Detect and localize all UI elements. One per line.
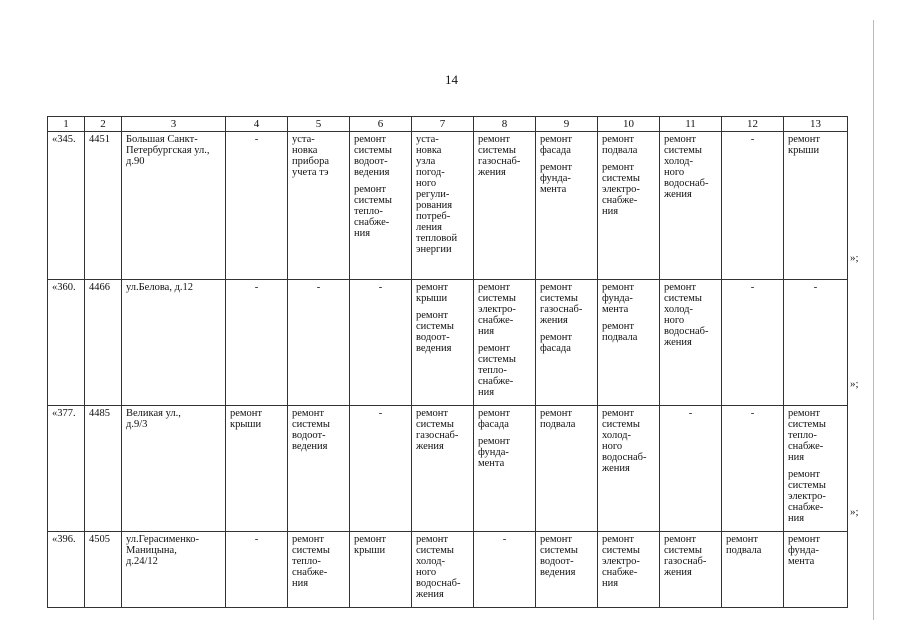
work-item: ремонт подвала <box>602 321 638 343</box>
empty-dash: - <box>750 408 755 419</box>
work-cell <box>226 132 288 280</box>
work-item: ремонт системы газоснаб- жения <box>664 534 707 578</box>
work-item: ремонт фасада <box>478 408 511 430</box>
row-closing-mark: »; <box>850 252 859 264</box>
work-item: ремонт подвала <box>726 534 762 556</box>
work-cell <box>474 406 536 532</box>
work-cell <box>784 532 848 608</box>
work-cell <box>350 280 412 406</box>
work-cell <box>350 132 412 280</box>
row-number-cell <box>48 132 85 280</box>
column-header: 9 <box>536 117 598 132</box>
building-code-cell-text: 4505 <box>89 534 110 545</box>
page-edge-line <box>873 20 874 620</box>
work-cell <box>598 280 660 406</box>
work-cell <box>660 406 722 532</box>
work-item: ремонт крыши <box>230 408 263 430</box>
column-header: 13 <box>784 117 848 132</box>
work-cell <box>226 280 288 406</box>
work-item: ремонт системы тепло- снабже- ния <box>292 534 330 589</box>
work-item: ремонт системы водоот- ведения <box>354 134 392 178</box>
repair-schedule-table <box>47 116 848 608</box>
work-item: ремонт системы электро- снабже- ния <box>602 162 640 217</box>
work-item: ремонт подвала <box>602 134 638 156</box>
work-cell <box>784 280 848 406</box>
empty-dash: - <box>378 282 383 293</box>
work-item: ремонт фунда- мента <box>788 534 821 567</box>
work-item: уста- новка узла погод- ного регули- рования потреб- ления тепловой энергии <box>416 134 458 255</box>
page-number: 14 <box>445 72 458 87</box>
building-code-cell <box>85 406 122 532</box>
empty-dash: - <box>378 408 383 419</box>
work-item: ремонт крыши <box>788 134 821 156</box>
work-item: ремонт системы электро- снабже- ния <box>602 534 640 589</box>
address-cell <box>122 406 226 532</box>
row-number-cell <box>48 280 85 406</box>
address-cell-text: ул.Герасименко- Маницына, д.24/12 <box>126 534 200 567</box>
column-header: 3 <box>122 117 226 132</box>
building-code-cell-text: 4466 <box>89 282 110 293</box>
work-item: ремонт системы тепло- снабже- ния <box>354 184 392 239</box>
work-cell <box>350 406 412 532</box>
empty-dash: - <box>502 534 507 545</box>
column-header: 5 <box>288 117 350 132</box>
work-item: ремонт системы водоот- ведения <box>416 310 454 354</box>
empty-dash: - <box>750 282 755 293</box>
column-header: 8 <box>474 117 536 132</box>
row-number-cell <box>48 406 85 532</box>
row-number-cell <box>48 532 85 608</box>
work-cell <box>474 532 536 608</box>
table-row <box>48 280 848 406</box>
work-item: ремонт системы тепло- снабже- ния <box>478 343 516 398</box>
empty-dash: - <box>688 408 693 419</box>
header-row <box>48 117 848 132</box>
row-number-cell-text: «345. <box>52 134 76 145</box>
work-cell <box>722 132 784 280</box>
work-cell <box>536 406 598 532</box>
empty-dash: - <box>254 134 259 145</box>
work-item: ремонт крыши <box>354 534 387 556</box>
work-cell <box>412 532 474 608</box>
column-header: 12 <box>722 117 784 132</box>
table-row <box>48 132 848 280</box>
work-cell <box>226 532 288 608</box>
work-cell <box>226 406 288 532</box>
work-cell <box>412 280 474 406</box>
table-row <box>48 532 848 608</box>
row-closing-mark: »; <box>850 378 859 390</box>
address-cell-text: ул.Белова, д.12 <box>126 282 194 293</box>
column-header: 11 <box>660 117 722 132</box>
work-cell <box>784 406 848 532</box>
work-cell <box>598 406 660 532</box>
work-cell <box>722 406 784 532</box>
work-cell <box>784 132 848 280</box>
work-item: уста- новка прибора учета тэ <box>292 134 329 178</box>
work-item: ремонт системы холод- ного водоснаб- жения <box>602 408 647 474</box>
work-item: ремонт системы газоснаб- жения <box>416 408 459 452</box>
empty-dash: - <box>254 534 259 545</box>
work-item: ремонт системы водоот- ведения <box>540 534 578 578</box>
work-item: ремонт системы тепло- снабже- ния <box>788 408 826 463</box>
work-cell <box>598 132 660 280</box>
work-cell <box>722 532 784 608</box>
building-code-cell <box>85 132 122 280</box>
column-header: 2 <box>85 117 122 132</box>
work-item: ремонт системы холод- ного водоснаб- жения <box>664 282 709 348</box>
address-cell-text: Великая ул., д.9/3 <box>126 408 181 430</box>
address-cell-text: Большая Санкт-Петербургская ул., д.90 <box>126 134 210 167</box>
work-cell <box>660 132 722 280</box>
column-header: 7 <box>412 117 474 132</box>
work-item: ремонт системы газоснаб- жения <box>540 282 583 326</box>
work-cell <box>474 132 536 280</box>
work-cell <box>660 532 722 608</box>
work-item: ремонт фунда- мента <box>478 436 511 469</box>
work-cell <box>288 280 350 406</box>
address-cell <box>122 280 226 406</box>
address-cell <box>122 532 226 608</box>
work-cell <box>660 280 722 406</box>
building-code-cell-text: 4485 <box>89 408 110 419</box>
column-header: 1 <box>48 117 85 132</box>
row-number-cell-text: «377. <box>52 408 76 419</box>
column-header: 6 <box>350 117 412 132</box>
work-item: ремонт системы водоот- ведения <box>292 408 330 452</box>
work-cell <box>536 132 598 280</box>
work-item: ремонт фунда- мента <box>540 162 573 195</box>
work-cell <box>288 406 350 532</box>
work-item: ремонт фасада <box>540 134 573 156</box>
work-cell <box>412 406 474 532</box>
work-cell <box>412 132 474 280</box>
work-item: ремонт крыши <box>416 282 449 304</box>
work-item: ремонт системы электро- снабже- ния <box>478 282 516 337</box>
work-cell <box>536 280 598 406</box>
building-code-cell <box>85 280 122 406</box>
work-cell <box>536 532 598 608</box>
address-cell <box>122 132 226 280</box>
work-cell <box>350 532 412 608</box>
work-item: ремонт фасада <box>540 332 573 354</box>
empty-dash: - <box>254 282 259 293</box>
work-item: ремонт системы холод- ного водоснаб- жения <box>664 134 709 200</box>
building-code-cell <box>85 532 122 608</box>
row-closing-mark: »; <box>850 506 859 518</box>
row-number-cell-text: «360. <box>52 282 76 293</box>
work-cell <box>288 132 350 280</box>
empty-dash: - <box>750 134 755 145</box>
empty-dash: - <box>813 282 818 293</box>
work-cell <box>474 280 536 406</box>
empty-dash: - <box>316 282 321 293</box>
work-item: ремонт системы газоснаб- жения <box>478 134 521 178</box>
work-cell <box>722 280 784 406</box>
table-row <box>48 406 848 532</box>
row-number-cell-text: «396. <box>52 534 76 545</box>
work-cell <box>598 532 660 608</box>
work-item: ремонт фунда- мента <box>602 282 635 315</box>
column-header: 4 <box>226 117 288 132</box>
work-item: ремонт системы холод- ного водоснаб- жения <box>416 534 461 600</box>
work-item: ремонт подвала <box>540 408 576 430</box>
work-item: ремонт системы электро- снабже- ния <box>788 469 826 524</box>
column-header: 10 <box>598 117 660 132</box>
work-cell <box>288 532 350 608</box>
building-code-cell-text: 4451 <box>89 134 110 145</box>
